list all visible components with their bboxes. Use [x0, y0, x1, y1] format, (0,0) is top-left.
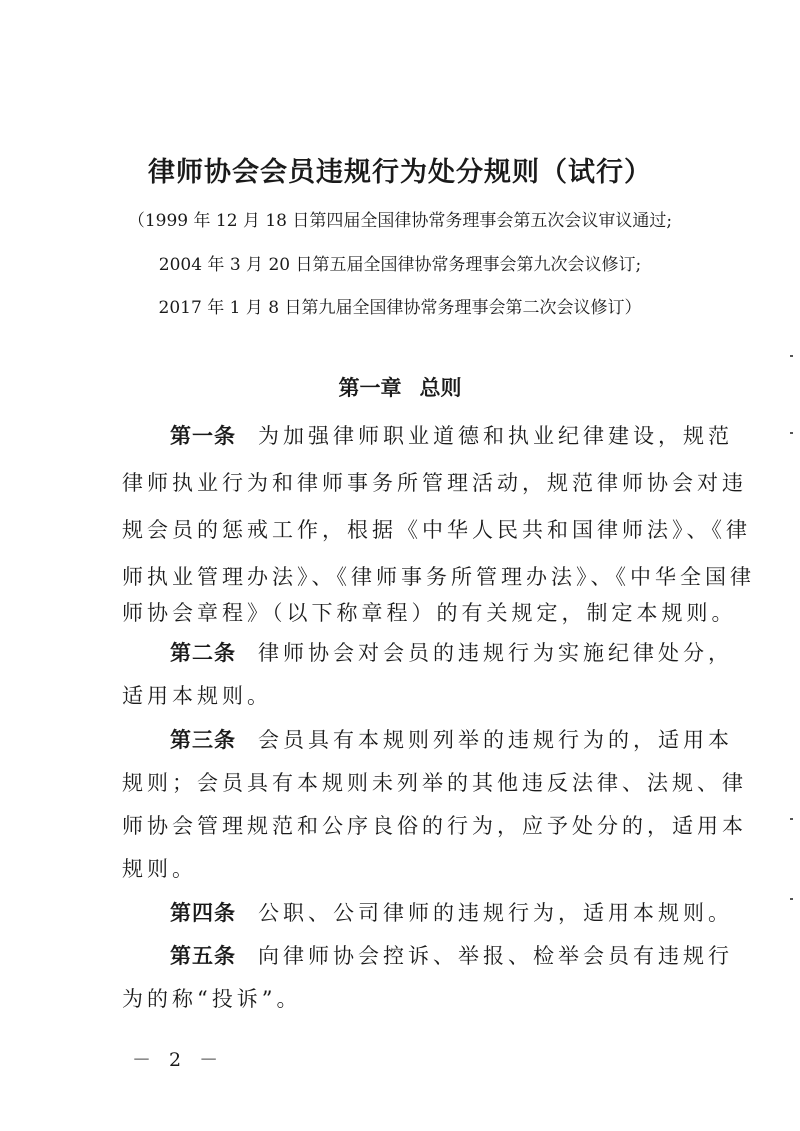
article-1-line: 师执业管理办法》、《律师事务所管理办法》、《中华全国律: [122, 565, 755, 589]
chapter-heading: [0, 372, 800, 402]
article-4-label: 第四条: [170, 901, 236, 925]
scan-mark: [790, 818, 793, 820]
article-2-line: 适用本规则。: [122, 684, 272, 708]
article-3-first-line: [170, 724, 733, 754]
article-3-line: 师协会管理规范和公序良俗的行为，应予处分的，适用本: [122, 814, 747, 838]
article-1-line: 规会员的惩戒工作，根据《中华人民共和国律师法》、《律: [122, 518, 751, 542]
article-5-text: 向律师协会控诉、举报、检举会员有违规行: [258, 944, 733, 968]
chapter-name: 总则: [419, 376, 462, 400]
document-title: 律师协会会员违规行为处分规则（试行）: [148, 157, 652, 188]
adoption-note-line-2: 2004 年 3 月 20 日第五届全国律协常务理事会第九次会议修订;: [158, 255, 642, 275]
article-5-first-line: [170, 940, 733, 970]
adoption-note-line-3: 2017 年 1 月 8 日第九届全国律协常务理事会第二次会议修订）: [158, 298, 642, 318]
article-2-text: 律师协会对会员的违规行为实施纪律处分，: [258, 641, 733, 665]
scan-mark: [790, 355, 793, 357]
article-1-line: 师协会章程》（以下称章程）的有关规定，制定本规则。: [122, 601, 737, 625]
article-4-text: 公职、公司律师的违规行为，适用本规则。: [258, 901, 733, 925]
article-3-line: 规则。: [122, 857, 197, 881]
page-number: － 2 －: [132, 1049, 225, 1071]
adoption-note-line-1: （1999 年 12 月 18 日第四届全国律协常务理事会第五次会议审议通过;: [127, 211, 673, 231]
article-2-first-line: [170, 637, 733, 667]
scan-mark: [790, 432, 793, 434]
article-3-line: 规则；会员具有本规则未列举的其他违反法律、法规、律: [122, 771, 747, 795]
article-4-first-line: [170, 897, 733, 927]
article-1-line: 律师执业行为和律师事务所管理活动，规范律师协会对违: [122, 471, 747, 495]
scan-mark: [790, 898, 793, 900]
article-3-label: 第三条: [170, 728, 236, 752]
article-3-text: 会员具有本规则列举的违规行为的，适用本: [258, 728, 733, 752]
article-1-label: 第一条: [170, 424, 236, 448]
article-1-text: 为加强律师职业道德和执业纪律建设，规范: [258, 424, 733, 448]
article-1-first-line: [170, 420, 733, 450]
article-5-line: 为的称“投诉”。: [122, 987, 302, 1011]
article-2-label: 第二条: [170, 641, 236, 665]
article-5-label: 第五条: [170, 944, 236, 968]
chapter-number: 第一章: [338, 376, 402, 400]
